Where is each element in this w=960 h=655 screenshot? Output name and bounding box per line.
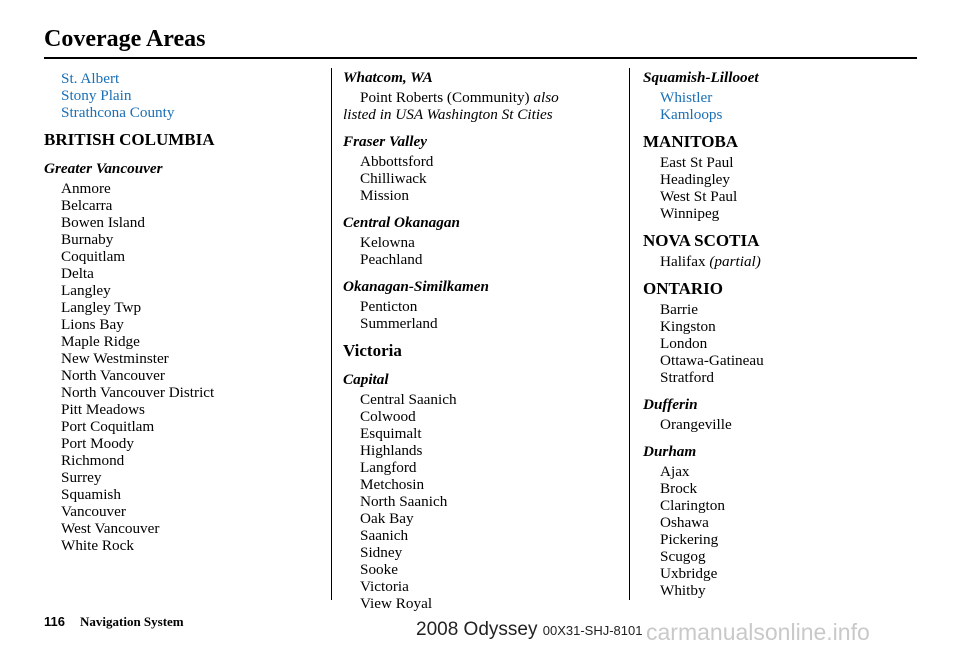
city-name: Oshawa — [660, 514, 709, 531]
coverage-section — [343, 213, 623, 268]
city-name: Penticton — [360, 298, 418, 315]
city-item — [360, 251, 623, 268]
city-item — [660, 497, 923, 514]
city-list — [343, 298, 623, 332]
city-item — [660, 335, 923, 352]
city-name: Kelowna — [360, 234, 415, 251]
coverage-section — [44, 130, 324, 150]
coverage-section — [343, 370, 623, 612]
city-item — [660, 582, 923, 599]
city-list — [643, 463, 923, 599]
city-name: Esquimalt — [360, 425, 422, 442]
city-item — [61, 350, 324, 367]
city-name: Surrey — [61, 469, 102, 486]
city-name: Whistler — [660, 89, 713, 106]
city-item — [360, 493, 623, 510]
coverage-section — [343, 277, 623, 332]
city-item — [660, 352, 923, 369]
city-item — [360, 459, 623, 476]
city-name: London — [660, 335, 708, 352]
city-name: Port Coquitlam — [61, 418, 155, 435]
city-name: Squamish — [61, 486, 121, 503]
city-link[interactable] — [61, 104, 324, 121]
city-link[interactable] — [61, 87, 324, 104]
city-item — [660, 301, 923, 318]
city-name: Richmond — [61, 452, 125, 469]
coverage-section — [643, 395, 923, 433]
coverage-section — [643, 68, 923, 123]
city-name: Burnaby — [61, 231, 114, 248]
city-name: Metchosin — [360, 476, 425, 493]
city-name: Stratford — [660, 369, 714, 386]
city-item — [61, 299, 324, 316]
city-link[interactable] — [660, 106, 923, 123]
province-heading: BRITISH COLUMBIA — [44, 130, 215, 149]
city-name: Strathcona County — [61, 104, 175, 121]
city-link[interactable] — [61, 70, 324, 87]
city-item — [360, 578, 623, 595]
city-name: North Saanich — [360, 493, 448, 510]
city-item — [660, 205, 923, 222]
city-item — [343, 106, 623, 123]
city-list — [643, 416, 923, 433]
city-link[interactable] — [660, 89, 923, 106]
city-name: Winnipeg — [660, 205, 720, 222]
city-note: also — [533, 89, 559, 106]
city-item — [360, 408, 623, 425]
city-name: Scugog — [660, 548, 706, 565]
city-item — [61, 316, 324, 333]
site-watermark: carmanualsonline.info — [646, 619, 870, 645]
city-list — [343, 391, 623, 612]
city-list — [343, 234, 623, 268]
city-name: Point Roberts (Community) — [360, 89, 530, 106]
coverage-section — [343, 341, 623, 361]
city-item — [360, 170, 623, 187]
city-item — [660, 318, 923, 335]
city-name: Highlands — [360, 442, 423, 459]
city-name: View Royal — [360, 595, 433, 612]
city-item — [660, 154, 923, 171]
city-name: Port Moody — [61, 435, 134, 452]
city-item — [360, 391, 623, 408]
city-name: Peachland — [360, 251, 423, 268]
city-item — [360, 89, 623, 106]
column-divider — [331, 68, 332, 600]
city-item — [360, 298, 623, 315]
city-item — [61, 469, 324, 486]
city-note: (partial) — [709, 253, 761, 270]
city-item — [61, 520, 324, 537]
city-name: East St Paul — [660, 154, 734, 171]
city-name: St. Albert — [61, 70, 120, 87]
province-heading: Victoria — [343, 341, 402, 360]
city-item — [61, 231, 324, 248]
city-item — [660, 548, 923, 565]
city-item — [61, 401, 324, 418]
city-name: Stony Plain — [61, 87, 132, 104]
city-item — [660, 188, 923, 205]
column-1 — [44, 68, 324, 563]
model-label — [416, 619, 642, 641]
coverage-section — [643, 132, 923, 222]
page-title: Coverage Areas — [44, 26, 206, 52]
city-name: Barrie — [660, 301, 698, 318]
coverage-section — [343, 132, 623, 204]
city-item — [61, 333, 324, 350]
city-item — [360, 187, 623, 204]
region-heading: Okanagan-Similkamen — [343, 278, 489, 295]
city-name: Colwood — [360, 408, 416, 425]
city-list — [343, 153, 623, 204]
city-name: Langley — [61, 282, 111, 299]
model-name: 2008 Odyssey — [416, 619, 538, 640]
city-item — [360, 476, 623, 493]
city-name: Uxbridge — [660, 565, 718, 582]
city-item — [61, 418, 324, 435]
city-item — [61, 180, 324, 197]
city-name: Kingston — [660, 318, 716, 335]
city-item — [360, 544, 623, 561]
title-rule — [44, 57, 917, 59]
city-name: Sidney — [360, 544, 403, 561]
region-heading: Central Okanagan — [343, 214, 460, 231]
city-item — [61, 197, 324, 214]
city-name: Maple Ridge — [61, 333, 140, 350]
city-item — [61, 282, 324, 299]
city-list — [643, 154, 923, 222]
city-name: Clarington — [660, 497, 725, 514]
city-list — [44, 70, 324, 121]
city-item — [360, 510, 623, 527]
coverage-section — [643, 279, 923, 386]
city-item — [660, 171, 923, 188]
city-item — [61, 248, 324, 265]
city-item — [660, 369, 923, 386]
city-item — [660, 565, 923, 582]
city-name: Belcarra — [61, 197, 113, 214]
city-name: Chilliwack — [360, 170, 427, 187]
city-item — [360, 153, 623, 170]
page-number: 116 — [44, 614, 65, 629]
city-list — [643, 253, 923, 270]
coverage-section — [643, 231, 923, 270]
city-name: Abbottsford — [360, 153, 434, 170]
city-item — [61, 265, 324, 282]
city-name: West St Paul — [660, 188, 738, 205]
region-heading: Fraser Valley — [343, 133, 427, 150]
city-list — [44, 180, 324, 554]
city-item — [660, 253, 923, 270]
city-name: West Vancouver — [61, 520, 160, 537]
province-heading: NOVA SCOTIA — [643, 231, 760, 250]
city-name: Sooke — [360, 561, 398, 578]
region-heading: Squamish-Lillooet — [643, 69, 759, 86]
city-item — [360, 595, 623, 612]
city-item — [61, 214, 324, 231]
city-name: Kamloops — [660, 106, 723, 123]
region-heading: Greater Vancouver — [44, 160, 163, 177]
coverage-section — [44, 70, 324, 121]
city-item — [660, 514, 923, 531]
city-name: Delta — [61, 265, 94, 282]
city-item — [61, 384, 324, 401]
coverage-section — [643, 442, 923, 599]
city-name: Saanich — [360, 527, 409, 544]
city-item — [360, 561, 623, 578]
coverage-section — [44, 159, 324, 554]
city-name: Victoria — [360, 578, 409, 595]
city-name: Whitby — [660, 582, 706, 599]
city-item — [660, 480, 923, 497]
region-heading: Capital — [343, 371, 389, 388]
city-name: Lions Bay — [61, 316, 124, 333]
region-heading: Durham — [643, 443, 697, 460]
city-item — [360, 442, 623, 459]
city-item — [61, 452, 324, 469]
city-item — [360, 234, 623, 251]
city-list — [343, 89, 623, 123]
city-name: Ajax — [660, 463, 690, 480]
city-item — [660, 463, 923, 480]
city-item — [660, 416, 923, 433]
region-heading: Dufferin — [643, 396, 698, 413]
province-heading: ONTARIO — [643, 279, 723, 298]
city-name: Oak Bay — [360, 510, 414, 527]
province-heading: MANITOBA — [643, 132, 739, 151]
city-name: Brock — [660, 480, 698, 497]
city-name: Orangeville — [660, 416, 732, 433]
city-name: Pickering — [660, 531, 719, 548]
city-name: Langford — [360, 459, 417, 476]
city-name: Pitt Meadows — [61, 401, 145, 418]
city-item — [360, 425, 623, 442]
city-name: Ottawa-Gatineau — [660, 352, 764, 369]
city-name: North Vancouver District — [61, 384, 215, 401]
column-2 — [343, 68, 623, 621]
city-item — [61, 435, 324, 452]
city-name: North Vancouver — [61, 367, 165, 384]
region-heading: Whatcom, WA — [343, 69, 433, 86]
city-name: Bowen Island — [61, 214, 145, 231]
city-name: Vancouver — [61, 503, 126, 520]
city-item — [61, 537, 324, 554]
city-note: listed in USA Washington St Cities — [343, 106, 553, 123]
city-name: White Rock — [61, 537, 134, 554]
city-name: Langley Twp — [61, 299, 142, 316]
section-label: Navigation System — [80, 614, 184, 629]
city-name: Summerland — [360, 315, 438, 332]
city-name: Mission — [360, 187, 409, 204]
coverage-section — [343, 68, 623, 123]
model-code: 00X31-SHJ-8101 — [542, 623, 643, 638]
city-name: New Westminster — [61, 350, 169, 367]
column-divider — [629, 68, 630, 600]
city-item — [61, 486, 324, 503]
city-name: Anmore — [61, 180, 111, 197]
city-name: Headingley — [660, 171, 731, 188]
city-list — [643, 89, 923, 123]
city-item — [61, 503, 324, 520]
column-3 — [643, 68, 923, 608]
city-name: Coquitlam — [61, 248, 126, 265]
city-item — [360, 315, 623, 332]
city-item — [660, 531, 923, 548]
city-name: Central Saanich — [360, 391, 457, 408]
city-list — [643, 301, 923, 386]
city-name: Halifax — [660, 253, 706, 270]
city-item — [61, 367, 324, 384]
city-item — [360, 527, 623, 544]
